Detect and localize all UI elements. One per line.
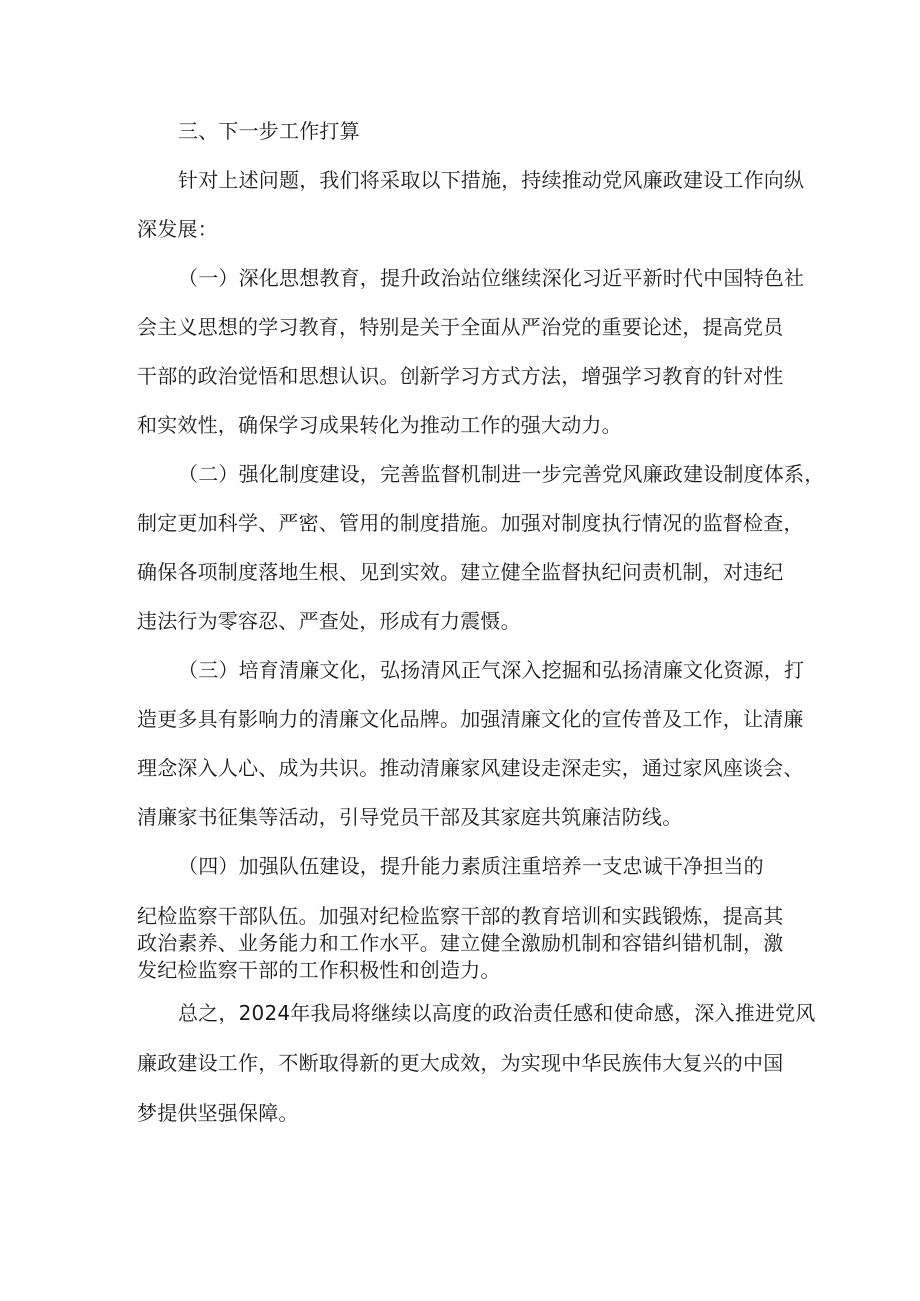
section-2-line-4: 违法行为零容忍、严查处，形成有力震慑。 — [137, 609, 521, 633]
section-3-line-1: （三）培育清廉文化，弘扬清风正气深入挖掘和弘扬清廉文化资源，打 — [178, 658, 805, 682]
section-1-line-3: 干部的政治觉悟和思想认识。创新学习方式方法，增强学习教育的针对性 — [137, 364, 784, 388]
conclusion-line-1: 总之，2024年我局将继续以高度的政治责任感和使命感，深入推进党风 — [178, 1001, 816, 1025]
conclusion-line-2: 廉政建设工作，不断取得新的更大成效，为实现中华民族伟大复兴的中国 — [137, 1051, 784, 1075]
conclusion-line-3: 梦提供坚强保障。 — [137, 1101, 299, 1125]
section-4-line-3: 政治素养、业务能力和工作水平。建立健全激励机制和容错纠错机制，激 — [137, 931, 784, 955]
section-2-line-3: 确保各项制度落地生根、见到实效。建立健全监督执纪问责机制，对违纪 — [137, 560, 784, 584]
intro-line-2: 深发展： — [137, 217, 218, 241]
section-4-line-1: （四）加强队伍建设，提升能力素质注重培养一支忠诚干净担当的 — [178, 854, 764, 878]
section-1-line-4: 和实效性，确保学习成果转化为推动工作的强大动力。 — [137, 413, 622, 437]
section-1-line-2: 会主义思想的学习教育，特别是关于全面从严治党的重要论述，提高党员 — [137, 315, 784, 339]
section-4-line-2: 纪检监察干部队伍。加强对纪检监察干部的教育培训和实践锻炼，提高其 — [137, 904, 784, 928]
section-3-line-2: 造更多具有影响力的清廉文化品牌。加强清廉文化的宣传普及工作，让清廉 — [137, 707, 804, 731]
section-3-line-4: 清廉家书征集等活动，引导党员干部及其家庭共筑廉洁防线。 — [137, 805, 683, 829]
intro-line-1: 针对上述问题，我们将采取以下措施，持续推动党风廉政建设工作向纵 — [178, 168, 805, 192]
section-3-line-3: 理念深入人心、成为共识。推动清廉家风建设走深走实，通过家风座谈会、 — [137, 756, 804, 780]
section-4-line-4: 发纪检监察干部的工作积极性和创造力。 — [137, 958, 501, 982]
section-2-line-1: （二）强化制度建设，完善监督机制进一步完善党风廉政建设制度体系， — [178, 462, 825, 486]
section-heading: 三、下一步工作打算 — [178, 119, 360, 143]
section-1-line-1: （一）深化思想教育，提升政治站位继续深化习近平新时代中国特色社 — [178, 266, 805, 290]
section-2-line-2: 制定更加科学、严密、管用的制度措施。加强对制度执行情况的监督检查， — [137, 511, 804, 535]
